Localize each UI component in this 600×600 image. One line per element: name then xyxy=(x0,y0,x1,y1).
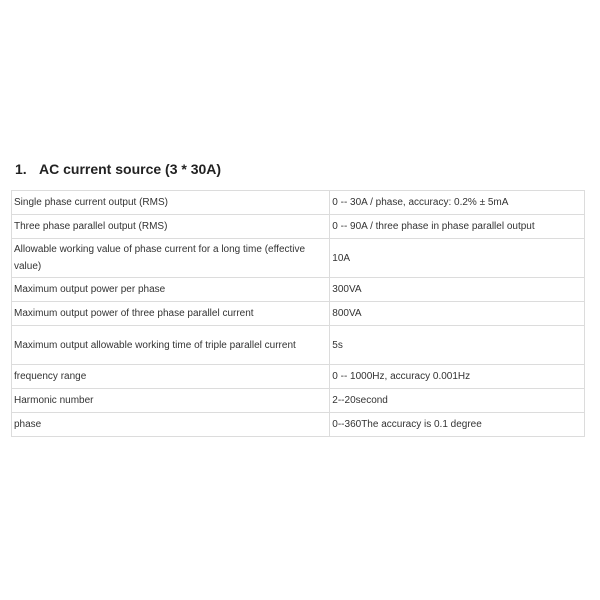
parameter-cell: Three phase parallel output (RMS) xyxy=(12,215,330,239)
section-title: AC current source (3 * 30A) xyxy=(39,161,222,177)
parameter-cell: Allowable working value of phase current for a long time (effective value) xyxy=(12,239,330,278)
parameter-cell: Single phase current output (RMS) xyxy=(12,191,330,215)
table-row xyxy=(12,278,585,302)
value-cell: 0 -- 1000Hz, accuracy 0.001Hz xyxy=(330,365,585,389)
value-cell: 5s xyxy=(330,326,585,365)
parameter-cell: Maximum output power per phase xyxy=(12,278,330,302)
spec-table xyxy=(11,190,585,437)
table-row xyxy=(12,191,585,215)
value-cell: 2--20second xyxy=(330,389,585,413)
table-row xyxy=(12,365,585,389)
value-cell: 10A xyxy=(330,239,585,278)
value-cell: 0 -- 30A / phase, accuracy: 0.2% ± 5mA xyxy=(330,191,585,215)
table-row xyxy=(12,413,585,437)
table-row xyxy=(12,239,585,278)
value-cell: 0 -- 90A / three phase in phase parallel output xyxy=(330,215,585,239)
table-row xyxy=(12,302,585,326)
table-row xyxy=(12,389,585,413)
table-row xyxy=(12,215,585,239)
section-heading xyxy=(15,161,221,177)
parameter-cell: frequency range xyxy=(12,365,330,389)
parameter-cell: Maximum output allowable working time of triple parallel current xyxy=(12,326,330,365)
section-number: 1. xyxy=(15,161,27,177)
parameter-cell: Harmonic number xyxy=(12,389,330,413)
table-row xyxy=(12,326,585,365)
value-cell: 300VA xyxy=(330,278,585,302)
value-cell: 800VA xyxy=(330,302,585,326)
value-cell: 0--360The accuracy is 0.1 degree xyxy=(330,413,585,437)
parameter-cell: Maximum output power of three phase parallel current xyxy=(12,302,330,326)
parameter-cell: phase xyxy=(12,413,330,437)
